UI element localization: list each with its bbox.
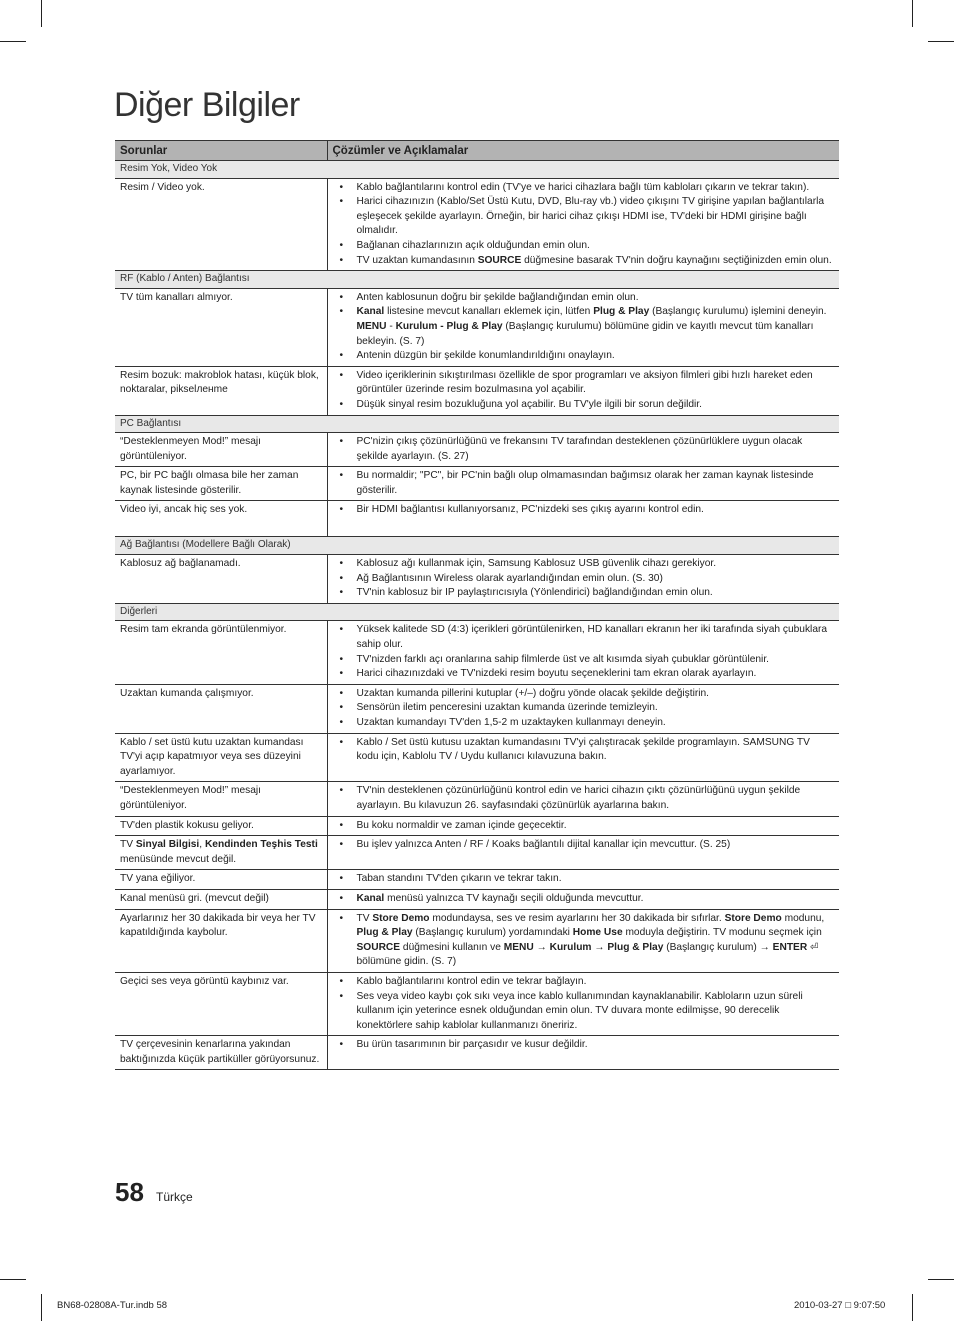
table-row bbox=[115, 467, 839, 501]
problem-cell: Kablo / set üstü kutu uzaktan kumandası TV'yi açıp kapatmıyor veya ses düzeyini ayarlamıyor. bbox=[115, 733, 327, 782]
crop-mark bbox=[912, 0, 913, 27]
solution-cell bbox=[327, 501, 839, 537]
table-row bbox=[115, 555, 839, 604]
section-row bbox=[115, 415, 839, 433]
solution-item: • Harici cihazınızın (Kablo/Set Üstü Kutu, DVD, Blu-ray vb.) video çıkışını TV girişine yapılan bağlantılarla eşleşecek şekilde ayarlayın. Örneğin, bir harici cihaz çıkışı HDMI ise, TV'deki bir HDMI girişine bağlı olmalıdır. bbox=[333, 195, 835, 239]
solution-item: • Sensörün iletim penceresini uzaktan kumanda üzerinde temizleyin. bbox=[333, 701, 835, 716]
crop-mark bbox=[41, 1294, 42, 1321]
crop-mark bbox=[0, 1279, 26, 1280]
solution-cell bbox=[327, 870, 839, 890]
problem-cell: PC, bir PC bağlı olmasa bile her zaman kaynak listesinde gösterilir. bbox=[115, 467, 327, 501]
table-row bbox=[115, 621, 839, 684]
section-title: RF (Kablo / Anten) Bağlantısı bbox=[115, 271, 839, 289]
solution-item: • Kablo bağlantılarını kontrol edin (TV'ye ve harici cihazlara bağlı tüm kabloları çıkarın ve tekrar takın). bbox=[333, 181, 835, 196]
solution-item: • Kablo bağlantılarını kontrol edin ve tekrar bağlayın. bbox=[333, 975, 835, 990]
problem-cell: Geçici ses veya görüntü kaybınız var. bbox=[115, 972, 327, 1035]
solution-item: • TV'nin desteklenen çözünürlüğünü kontrol edin ve harici cihazın çıktı çözünürlüğünü uygun şekilde ayarlayın. Bu kılavuzun 26. sayfasındaki çözünürlük ayarlarına bakın. bbox=[333, 784, 835, 813]
solution-item: • Anten kablosunun doğru bir şekilde bağlandığından emin olun. bbox=[333, 291, 835, 306]
crop-mark bbox=[912, 1294, 913, 1321]
solution-item: • Bu koku normaldir ve zaman içinde geçecektir. bbox=[333, 819, 835, 834]
solution-cell bbox=[327, 684, 839, 733]
solution-cell bbox=[327, 178, 839, 271]
section-row bbox=[115, 161, 839, 179]
solution-cell bbox=[327, 816, 839, 836]
page-number: 58 bbox=[115, 1177, 144, 1207]
table-row bbox=[115, 366, 839, 415]
solution-item: • Bu işlev yalnızca Anten / RF / Koaks bağlantılı dijital kanallar için mevcuttur. (S. 25) bbox=[333, 838, 835, 853]
solution-cell bbox=[327, 433, 839, 467]
section-title: PC Bağlantısı bbox=[115, 415, 839, 433]
table-row bbox=[115, 870, 839, 890]
table-row bbox=[115, 1036, 839, 1070]
crop-mark bbox=[928, 1279, 954, 1280]
problem-cell: Uzaktan kumanda çalışmıyor. bbox=[115, 684, 327, 733]
table-row bbox=[115, 889, 839, 909]
solution-item: • Ses veya video kaybı çok sıkı veya ince kablo kullanımından kaynaklanabilir. Kabloların uzun süreli kullanım için yeterince esnek olduğundan emin olun. TV duvara monte edilmişse, 90 derecelik konektörlere sahip kablolar kullanmanızı öneririz. bbox=[333, 990, 835, 1034]
solution-cell bbox=[327, 889, 839, 909]
solution-cell bbox=[327, 909, 839, 972]
solution-cell bbox=[327, 366, 839, 415]
header-problems: Sorunlar bbox=[115, 141, 327, 161]
section-row bbox=[115, 537, 839, 555]
solution-item: • Kablosuz ağı kullanmak için, Samsung Kablosuz USB güvenlik cihazı gerekiyor. bbox=[333, 557, 835, 572]
solution-item: • Ağ Bağlantısının Wireless olarak ayarlandığından emin olun. (S. 30) bbox=[333, 572, 835, 587]
problem-cell: Resim tam ekranda görüntülenmiyor. bbox=[115, 621, 327, 684]
solution-item: • Düşük sinyal resim bozukluğuna yol açabilir. Bu TV'yle ilgili bir sorun değildir. bbox=[333, 398, 835, 413]
solution-item: • Bu ürün tasarımının bir parçasıdır ve kusur değildir. bbox=[333, 1038, 835, 1053]
header-solutions: Çözümler ve Açıklamalar bbox=[327, 141, 839, 161]
solution-item: • TV Store Demo modundaysa, ses ve resim ayarlarını her 30 dakikada bir sıfırlar. Store Demo modunu, Plug & Play (Başlangıç kurulum) yordamındaki Home Use moduyla değiştirin. TV modunu seçmek için SOURCE düğmesini kullanın ve MENU → Kurulum → Plug & Play (Başlangıç kurulum) → ENTER ⏎ bölümüne gidin. (S. 7) bbox=[333, 912, 835, 970]
solution-item: • Kablo / Set üstü kutusu uzaktan kumandasını TV'yi çalıştıracak şekilde programlayın. SAMSUNG TV kodu için, Kablolu TV / Uydu kullanıcı kılavuzuna bakın. bbox=[333, 736, 835, 765]
problem-cell: Ayarlarınız her 30 dakikada bir veya her TV kapatıldığında kaybolur. bbox=[115, 909, 327, 972]
solution-cell bbox=[327, 972, 839, 1035]
problem-cell: “Desteklenmeyen Mod!” mesajı görüntüleniyor. bbox=[115, 782, 327, 816]
table-row bbox=[115, 178, 839, 271]
crop-mark bbox=[928, 41, 954, 42]
solution-cell bbox=[327, 555, 839, 604]
section-title: Diğerleri bbox=[115, 603, 839, 621]
solution-item: • TV'nin kablosuz bir IP paylaştırıcısıyla (Yönlendirici) bağlandığından emin olun. bbox=[333, 586, 835, 601]
problem-cell: Video iyi, ancak hiç ses yok. bbox=[115, 501, 327, 537]
solution-item: • Video içeriklerinin sıkıştırılması özellikle de spor programları ve aksiyon filmleri gibi hızlı hareket eden görüntüler üzerinde resim bozulmasına yol açabilir. bbox=[333, 369, 835, 398]
section-title: Ağ Bağlantısı (Modellere Bağlı Olarak) bbox=[115, 537, 839, 555]
crop-mark bbox=[0, 41, 26, 42]
solution-cell bbox=[327, 621, 839, 684]
problem-cell: “Desteklenmeyen Mod!” mesajı görüntüleniyor. bbox=[115, 433, 327, 467]
problem-cell: TV tüm kanalları almıyor. bbox=[115, 288, 327, 366]
solution-item: • TV uzaktan kumandasının SOURCE düğmesine basarak TV'nin doğru kaynağını seçtiğinizden emin olun. bbox=[333, 254, 835, 269]
solution-item: • Antenin düzgün bir şekilde konumlandırıldığını onaylayın. bbox=[333, 349, 835, 364]
solution-item: • TV'nizden farklı açı oranlarına sahip filmlerde üst ve alt kısımda siyah çubuklar görüntülenir. bbox=[333, 653, 835, 668]
crop-mark bbox=[41, 0, 42, 27]
solution-cell bbox=[327, 733, 839, 782]
footer-language: Türkçe bbox=[156, 1190, 193, 1204]
solution-item: • PC'nizin çıkış çözünürlüğünü ve frekansını TV tarafından desteklenen çözünürlüklere uygun olacak şekilde ayarlayın. (S. 27) bbox=[333, 435, 835, 464]
solution-item: • Yüksek kalitede SD (4:3) içerikleri görüntülenirken, HD kanalları ekranın her iki tarafında siyah çubuklara sahip olur. bbox=[333, 623, 835, 652]
problem-cell: Resim / Video yok. bbox=[115, 178, 327, 271]
problem-cell: TV Sinyal Bilgisi, Kendinden Teşhis Testi menüsünde mevcut değil. bbox=[115, 836, 327, 870]
problem-cell: TV yana eğiliyor. bbox=[115, 870, 327, 890]
problem-cell: TV çerçevesinin kenarlarına yakından baktığınızda küçük partiküller görüyorsunuz. bbox=[115, 1036, 327, 1070]
solution-item: • Harici cihazınızdaki ve TV'nizdeki resim boyutu seçeneklerini tam ekran olarak ayarlayın. bbox=[333, 667, 835, 682]
solution-item: • Kanal listesine mevcut kanalları eklemek için, lütfen Plug & Play (Başlangıç kurulumu) işlemini deneyin. MENU - Kurulum - Plug & Play (Başlangıç kurulumu) bölümüne gidin ve kayıtlı mevcut tüm kanalları bekleyin. (S. 7) bbox=[333, 305, 835, 349]
solution-item: • Kanal menüsü yalnızca TV kaynağı seçili olduğunda mevcuttur. bbox=[333, 892, 835, 907]
page-title: Diğer Bilgiler bbox=[114, 86, 300, 124]
solution-cell bbox=[327, 467, 839, 501]
table-row bbox=[115, 782, 839, 816]
problem-cell: Kablosuz ağ bağlanamadı. bbox=[115, 555, 327, 604]
troubleshooting-table bbox=[115, 140, 839, 1070]
problem-cell: Resim bozuk: makroblok hatası, küçük blok, noktaralar, pikselленme bbox=[115, 366, 327, 415]
solution-cell bbox=[327, 836, 839, 870]
solution-item: • Bu normaldir; "PC", bir PC'nin bağlı olup olmamasından bağımsız olarak her zaman kaynak listesinde gösterilir. bbox=[333, 469, 835, 498]
table-row bbox=[115, 288, 839, 366]
section-title: Resim Yok, Video Yok bbox=[115, 161, 839, 179]
print-slug-file: BN68-02808A-Tur.indb 58 bbox=[57, 1300, 168, 1311]
problem-cell: Kanal menüsü gri. (mevcut değil) bbox=[115, 889, 327, 909]
table-header-row bbox=[115, 141, 839, 161]
table-row bbox=[115, 816, 839, 836]
solution-item: • Bağlanan cihazlarınızın açık olduğundan emin olun. bbox=[333, 239, 835, 254]
table-row bbox=[115, 836, 839, 870]
table-row bbox=[115, 733, 839, 782]
table-row bbox=[115, 909, 839, 972]
table-row bbox=[115, 501, 839, 537]
solution-cell bbox=[327, 1036, 839, 1070]
solution-item: • Uzaktan kumanda pillerini kutuplar (+/–) doğru yönde olacak şekilde değiştirin. bbox=[333, 687, 835, 702]
solution-item: • Taban standını TV'den çıkarın ve tekrar takın. bbox=[333, 872, 835, 887]
solution-cell bbox=[327, 288, 839, 366]
section-row bbox=[115, 603, 839, 621]
problem-cell: TV'den plastik kokusu geliyor. bbox=[115, 816, 327, 836]
table-row bbox=[115, 684, 839, 733]
solution-item: • Uzaktan kumandayı TV'den 1,5-2 m uzaktayken kullanmayı deneyin. bbox=[333, 716, 835, 731]
section-row bbox=[115, 271, 839, 289]
table-row bbox=[115, 433, 839, 467]
solution-cell bbox=[327, 782, 839, 816]
print-slug-timestamp: 2010-03-27 □ 9:07:50 bbox=[794, 1300, 886, 1311]
solution-item: • Bir HDMI bağlantısı kullanıyorsanız, PC'nizdeki ses çıkış ayarını kontrol edin. bbox=[333, 503, 835, 518]
table-row bbox=[115, 972, 839, 1035]
